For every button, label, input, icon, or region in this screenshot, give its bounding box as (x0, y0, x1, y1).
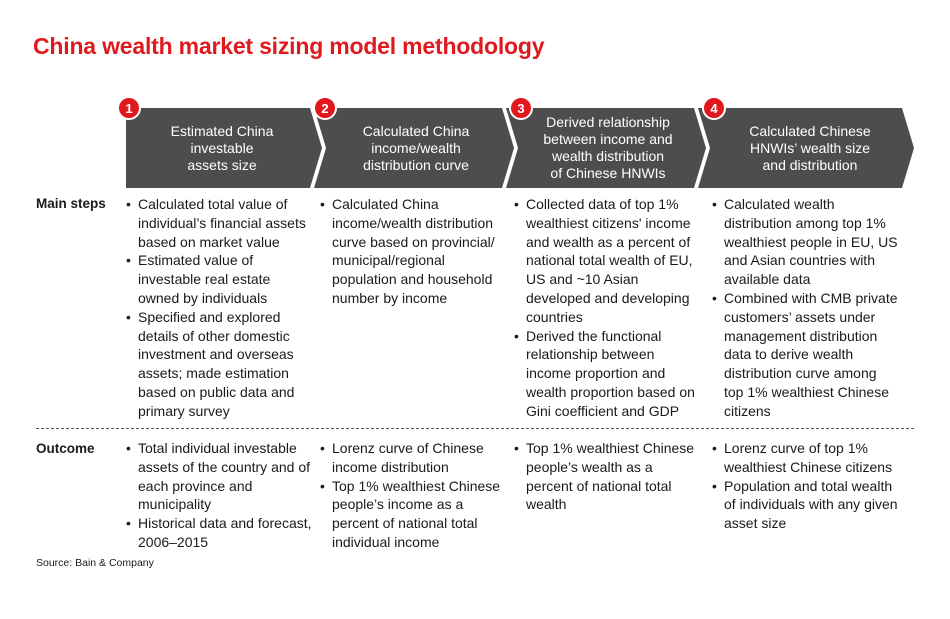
step-1-badge: 1 (117, 96, 141, 120)
step-4-badge: 4 (702, 96, 726, 120)
outcome-col-1 (124, 439, 312, 552)
list-item: • Total individual investable assets of the country and of each province and municipality (124, 439, 312, 514)
list-item: • Collected data of top 1% wealthiest citizens' income and wealth as a percent of national total wealth of EU, US and ~10 Asian developed and developing countries (512, 195, 700, 327)
list-item: • Top 1% wealthiest Chinese people’s wealth as a percent of national total wealth (512, 439, 700, 514)
main-steps-label: Main steps (36, 196, 106, 211)
source-note: Source: Bain & Company (36, 557, 154, 569)
list-item: • Derived the functional relationship between income proportion and wealth proportion based on Gini coefficient and GDP (512, 327, 700, 421)
list-item: • Lorenz curve of top 1% wealthiest Chinese citizens (710, 439, 898, 477)
list-item: • Population and total wealth of individuals with any given asset size (710, 477, 898, 533)
step-2-label: Calculated China income/wealth distribution curve (362, 122, 470, 173)
list-item: • Calculated total value of individual’s financial assets based on market value (124, 195, 312, 251)
main-steps-col-2 (318, 195, 506, 308)
list-item: • Calculated wealth distribution among top 1% wealthiest people in EU, US and Asian countries with available data (710, 195, 898, 289)
step-4-label: Calculated Chinese HNWIs’ wealth size and distribution (749, 122, 871, 173)
main-steps-col-4 (710, 195, 898, 421)
list-item: • Specified and explored details of other domestic investment and overseas assets; made estimation based on public data and primary survey (124, 308, 312, 421)
list-item: • Estimated value of investable real estate owned by individuals (124, 251, 312, 307)
list-item: • Calculated China income/wealth distribution curve based on provincial/ municipal/regional population and household number by income (318, 195, 506, 308)
row-divider (36, 428, 914, 429)
main-steps-col-3 (512, 195, 700, 421)
outcome-label: Outcome (36, 441, 95, 456)
main-steps-col-1 (124, 195, 312, 421)
outcome-col-2 (318, 439, 506, 552)
list-item: • Top 1% wealthiest Chinese people’s income as a percent of national total individual income (318, 477, 506, 552)
list-item: • Historical data and forecast, 2006–2015 (124, 514, 312, 552)
list-item: • Lorenz curve of Chinese income distribution (318, 439, 506, 477)
step-2-badge: 2 (313, 96, 337, 120)
outcome-col-4 (710, 439, 898, 533)
step-1-label: Estimated China investable assets size (170, 122, 274, 173)
outcome-col-3 (512, 439, 700, 514)
list-item: • Combined with CMB private customers’ assets under management distribution data to derive wealth distribution curve among top 1% wealthiest Chinese citizens (710, 289, 898, 421)
step-3-badge: 3 (509, 96, 533, 120)
page-title: China wealth market sizing model methodology (33, 33, 545, 59)
step-3-label: Derived relationship between income and wealth distribution of Chinese HNWIs (543, 114, 673, 181)
